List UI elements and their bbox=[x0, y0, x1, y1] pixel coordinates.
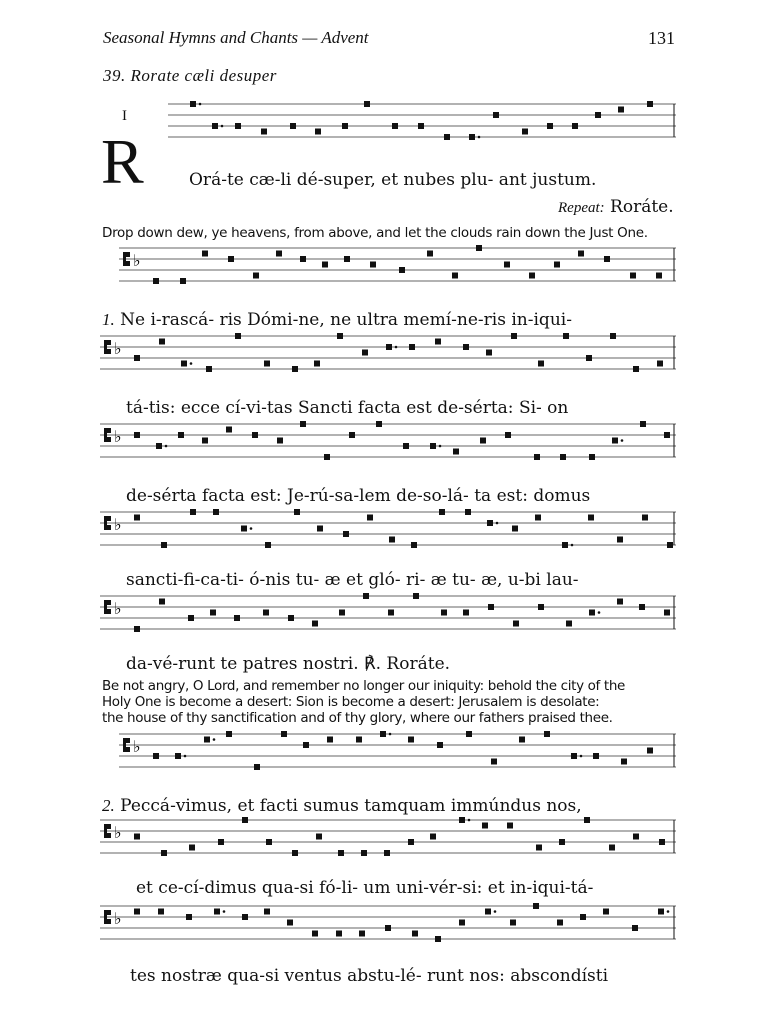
punctum-mora-dot bbox=[468, 819, 471, 822]
neume-note bbox=[544, 731, 550, 737]
neume-note bbox=[254, 764, 260, 770]
neume-note bbox=[444, 134, 450, 140]
neume-note bbox=[214, 909, 220, 915]
neume-note bbox=[466, 731, 472, 737]
neume-note bbox=[533, 903, 539, 909]
neume-note bbox=[589, 610, 595, 616]
neume-note bbox=[343, 531, 349, 537]
neume-note bbox=[189, 845, 195, 851]
neume-note bbox=[435, 339, 441, 345]
neume-note bbox=[300, 421, 306, 427]
neume-note bbox=[452, 273, 458, 279]
neume-note bbox=[376, 421, 382, 427]
neume-note bbox=[158, 909, 164, 915]
neume-note bbox=[134, 432, 140, 438]
neume-note bbox=[380, 731, 386, 737]
punctum-mora-dot bbox=[184, 755, 187, 758]
neume-note bbox=[519, 737, 525, 743]
repeat-instruction bbox=[558, 197, 674, 217]
neume-note bbox=[604, 256, 610, 262]
neume-note bbox=[453, 449, 459, 455]
neume-note bbox=[264, 909, 270, 915]
neume-note bbox=[656, 273, 662, 279]
neume-note bbox=[640, 421, 646, 427]
flat-sign-icon: ♭ bbox=[133, 737, 141, 756]
neume-note bbox=[364, 101, 370, 107]
verse2-line-1-text: Peccá-vimus, et facti sumus tamquam immúndus nos, bbox=[120, 796, 582, 816]
neume-note bbox=[338, 850, 344, 856]
neume-note bbox=[316, 834, 322, 840]
verse2-line-1 bbox=[102, 796, 582, 816]
neume-note bbox=[324, 454, 330, 460]
neume-note bbox=[510, 920, 516, 926]
neume-note bbox=[287, 920, 293, 926]
neume-note bbox=[349, 432, 355, 438]
neume-note bbox=[505, 432, 511, 438]
neume-note bbox=[265, 542, 271, 548]
repeat-text: Roráte. bbox=[610, 197, 674, 217]
neume-note bbox=[463, 344, 469, 350]
neume-note bbox=[190, 101, 196, 107]
punctum-mora-dot bbox=[199, 103, 202, 106]
neume-note bbox=[156, 443, 162, 449]
punctum-mora-dot bbox=[667, 910, 670, 913]
flat-sign-icon: ♭ bbox=[133, 251, 141, 270]
neume-note bbox=[427, 251, 433, 257]
neume-note bbox=[632, 925, 638, 931]
neume-note bbox=[315, 129, 321, 135]
neume-note bbox=[266, 839, 272, 845]
neume-note bbox=[312, 621, 318, 627]
neume-note bbox=[513, 621, 519, 627]
punctum-mora-dot bbox=[190, 362, 193, 365]
neume-note bbox=[571, 753, 577, 759]
flat-sign-icon: ♭ bbox=[114, 515, 122, 534]
neume-note bbox=[536, 845, 542, 851]
neume-note bbox=[134, 355, 140, 361]
neume-note bbox=[584, 817, 590, 823]
neume-note bbox=[435, 936, 441, 942]
neume-note bbox=[476, 245, 482, 251]
punctum-mora-dot bbox=[223, 910, 226, 913]
neume-note bbox=[264, 361, 270, 367]
neume-note bbox=[430, 443, 436, 449]
neume-note bbox=[562, 542, 568, 548]
neume-note bbox=[206, 366, 212, 372]
neume-note bbox=[181, 361, 187, 367]
neume-note bbox=[409, 344, 415, 350]
neume-note bbox=[218, 839, 224, 845]
neume-note bbox=[459, 817, 465, 823]
neume-note bbox=[512, 526, 518, 532]
neume-note bbox=[276, 251, 282, 257]
neume-note bbox=[630, 273, 636, 279]
neume-note bbox=[560, 454, 566, 460]
neume-note bbox=[589, 454, 595, 460]
punctum-mora-dot bbox=[580, 755, 583, 758]
neume-note bbox=[292, 850, 298, 856]
neume-note bbox=[647, 101, 653, 107]
neume-note bbox=[609, 845, 615, 851]
verse2-line-2: et ce-cí-dimus qua-si fó-li- um uni-vér-si: et in-iqui-tá- bbox=[136, 878, 594, 898]
neume-note bbox=[633, 366, 639, 372]
neume-note bbox=[639, 604, 645, 610]
neume-note bbox=[612, 438, 618, 444]
neume-note bbox=[362, 350, 368, 356]
neume-note bbox=[465, 509, 471, 515]
punctum-mora-dot bbox=[496, 522, 499, 525]
neume-note bbox=[153, 278, 159, 284]
verse2-number: 2. bbox=[102, 796, 115, 815]
neume-note bbox=[370, 262, 376, 268]
neume-note bbox=[361, 850, 367, 856]
neume-note bbox=[554, 262, 560, 268]
neume-note bbox=[292, 366, 298, 372]
neume-note bbox=[277, 438, 283, 444]
neume-note bbox=[300, 256, 306, 262]
verse1-number: 1. bbox=[102, 310, 115, 329]
neume-note bbox=[186, 914, 192, 920]
neume-note bbox=[385, 925, 391, 931]
neume-note bbox=[359, 931, 365, 937]
neume-note bbox=[180, 278, 186, 284]
neume-note bbox=[288, 615, 294, 621]
neume-note bbox=[322, 262, 328, 268]
neume-note bbox=[617, 537, 623, 543]
neume-note bbox=[317, 526, 323, 532]
neume-note bbox=[342, 123, 348, 129]
punctum-mora-dot bbox=[250, 527, 253, 530]
neume-note bbox=[134, 515, 140, 521]
neume-note bbox=[153, 753, 159, 759]
neume-note bbox=[235, 333, 241, 339]
hymn-title: 39. Rorate cæli desuper bbox=[103, 66, 277, 85]
neume-note bbox=[557, 920, 563, 926]
neume-note bbox=[261, 129, 267, 135]
running-header-title: Seasonal Hymns and Chants — Advent bbox=[103, 28, 369, 47]
neume-note bbox=[204, 737, 210, 743]
neume-note bbox=[459, 920, 465, 926]
neume-note bbox=[212, 123, 218, 129]
neume-note bbox=[580, 914, 586, 920]
neume-note bbox=[563, 333, 569, 339]
punctum-mora-dot bbox=[213, 738, 216, 741]
neume-note bbox=[134, 626, 140, 632]
neume-note bbox=[658, 909, 664, 915]
neume-note bbox=[621, 759, 627, 765]
drop-cap-initial: R bbox=[101, 126, 144, 197]
neume-note bbox=[578, 251, 584, 257]
neume-note bbox=[235, 123, 241, 129]
neume-note bbox=[344, 256, 350, 262]
verse1-translation bbox=[102, 678, 682, 726]
flat-sign-icon: ♭ bbox=[114, 909, 122, 928]
neume-note bbox=[281, 731, 287, 737]
neume-note bbox=[241, 526, 247, 532]
neume-note bbox=[633, 834, 639, 840]
neume-note bbox=[430, 834, 436, 840]
neume-note bbox=[493, 112, 499, 118]
neume-note bbox=[159, 599, 165, 605]
neume-note bbox=[178, 432, 184, 438]
neume-note bbox=[242, 817, 248, 823]
neume-note bbox=[566, 621, 572, 627]
neume-note bbox=[487, 520, 493, 526]
punctum-mora-dot bbox=[478, 136, 481, 139]
punctum-mora-dot bbox=[395, 346, 398, 349]
refrain-translation: Drop down dew, ye heavens, from above, and let the clouds rain down the Just One. bbox=[102, 225, 648, 241]
neume-note bbox=[294, 509, 300, 515]
neume-note bbox=[408, 839, 414, 845]
neume-note bbox=[595, 112, 601, 118]
neume-note bbox=[290, 123, 296, 129]
neume-note bbox=[327, 737, 333, 743]
neume-note bbox=[593, 753, 599, 759]
neume-note bbox=[403, 443, 409, 449]
neume-note bbox=[482, 823, 488, 829]
neume-note bbox=[252, 432, 258, 438]
neume-note bbox=[667, 542, 673, 548]
neume-note bbox=[534, 454, 540, 460]
verse1-line-5: da-vé-runt te patres nostri. ℟. Roráte. bbox=[126, 654, 451, 674]
punctum-mora-dot bbox=[598, 611, 601, 614]
neume-note bbox=[488, 604, 494, 610]
neume-note bbox=[486, 350, 492, 356]
neume-note bbox=[547, 123, 553, 129]
neume-note bbox=[485, 909, 491, 915]
neume-note bbox=[441, 610, 447, 616]
neume-note bbox=[190, 509, 196, 515]
punctum-mora-dot bbox=[165, 445, 168, 448]
neume-note bbox=[535, 515, 541, 521]
neume-note bbox=[538, 604, 544, 610]
verse1-line-4: sancti-fi-ca-ti- ó-nis tu- æ et gló- ri- æ tu- æ, u-bi lau- bbox=[126, 570, 579, 590]
neume-note bbox=[388, 610, 394, 616]
neume-note bbox=[392, 123, 398, 129]
neume-note bbox=[337, 333, 343, 339]
page-number: 131 bbox=[648, 28, 675, 48]
neume-note bbox=[603, 909, 609, 915]
neume-note bbox=[336, 931, 342, 937]
punctum-mora-dot bbox=[221, 125, 224, 128]
neume-note bbox=[491, 759, 497, 765]
neume-note bbox=[647, 748, 653, 754]
neume-note bbox=[226, 427, 232, 433]
neume-note bbox=[507, 823, 513, 829]
neume-note bbox=[188, 615, 194, 621]
neume-note bbox=[228, 256, 234, 262]
punctum-mora-dot bbox=[494, 910, 497, 913]
neume-note bbox=[610, 333, 616, 339]
neume-note bbox=[529, 273, 535, 279]
neume-note bbox=[511, 333, 517, 339]
neume-note bbox=[413, 593, 419, 599]
neume-note bbox=[263, 610, 269, 616]
neume-note bbox=[303, 742, 309, 748]
neume-note bbox=[572, 123, 578, 129]
neume-note bbox=[314, 361, 320, 367]
neume-note bbox=[363, 593, 369, 599]
mode-indicator: I bbox=[122, 108, 127, 124]
neume-note bbox=[384, 850, 390, 856]
flat-sign-icon: ♭ bbox=[114, 339, 122, 358]
flat-sign-icon: ♭ bbox=[114, 823, 122, 842]
neume-note bbox=[386, 344, 392, 350]
flat-sign-icon: ♭ bbox=[114, 427, 122, 446]
neume-note bbox=[367, 515, 373, 521]
neume-note bbox=[161, 542, 167, 548]
neume-note bbox=[202, 251, 208, 257]
punctum-mora-dot bbox=[389, 733, 392, 736]
neume-note bbox=[412, 931, 418, 937]
neume-note bbox=[339, 610, 345, 616]
punctum-mora-dot bbox=[439, 445, 442, 448]
neume-note bbox=[210, 610, 216, 616]
neume-note bbox=[134, 909, 140, 915]
neume-note bbox=[226, 731, 232, 737]
neume-note bbox=[559, 839, 565, 845]
neume-note bbox=[234, 615, 240, 621]
neume-note bbox=[463, 610, 469, 616]
neume-note bbox=[657, 361, 663, 367]
neume-note bbox=[480, 438, 486, 444]
neume-note bbox=[213, 509, 219, 515]
neume-note bbox=[418, 123, 424, 129]
neume-note bbox=[399, 267, 405, 273]
neume-note bbox=[389, 537, 395, 543]
neume-note bbox=[175, 753, 181, 759]
neume-note bbox=[664, 610, 670, 616]
verse1-line-1 bbox=[102, 310, 572, 330]
neume-note bbox=[411, 542, 417, 548]
punctum-mora-dot bbox=[571, 544, 574, 547]
neume-note bbox=[437, 742, 443, 748]
verse1-line-2: tá-tis: ecce cí-vi-tas Sancti facta est de-sérta: Si- on bbox=[126, 398, 569, 418]
neume-note bbox=[439, 509, 445, 515]
neume-note bbox=[642, 515, 648, 521]
neume-note bbox=[469, 134, 475, 140]
neume-note bbox=[618, 107, 624, 113]
neume-note bbox=[159, 339, 165, 345]
verse1-translation-line-1: Be not angry, O Lord, and remember no longer our iniquity: behold the city of the bbox=[102, 678, 626, 694]
refrain-lyric: Orá-te cæ-li dé-super, et nubes plu- ant justum. bbox=[189, 170, 597, 190]
neume-note bbox=[522, 129, 528, 135]
neume-note bbox=[312, 931, 318, 937]
neume-note bbox=[586, 355, 592, 361]
neume-note bbox=[664, 432, 670, 438]
neume-note bbox=[617, 599, 623, 605]
verse1-line-1-text: Ne i-rascá- ris Dómi-ne, ne ultra memí-ne-ris in-iqui- bbox=[120, 310, 572, 330]
verse2-line-3: tes nostræ qua-si ventus abstu-lé- runt nos: abscondísti bbox=[130, 966, 609, 986]
neume-note bbox=[408, 737, 414, 743]
neume-note bbox=[202, 438, 208, 444]
neume-note bbox=[538, 361, 544, 367]
neume-note bbox=[659, 839, 665, 845]
neume-note bbox=[356, 737, 362, 743]
neume-note bbox=[588, 515, 594, 521]
neume-note bbox=[253, 273, 259, 279]
neume-note bbox=[242, 914, 248, 920]
verse1-translation-line-3: the house of thy sanctification and of thy glory, where our fathers praised thee. bbox=[102, 710, 613, 726]
neume-note bbox=[504, 262, 510, 268]
verse1-translation-line-2: Holy One is become a desert: Sion is become a desert: Jerusalem is desolate: bbox=[102, 694, 600, 710]
repeat-label: Repeat: bbox=[558, 200, 605, 216]
neume-note bbox=[134, 834, 140, 840]
neume-note bbox=[161, 850, 167, 856]
punctum-mora-dot bbox=[621, 439, 624, 442]
verse1-line-3: de-sérta facta est: Je-rú-sa-lem de-so-lá- ta est: domus bbox=[126, 486, 591, 506]
flat-sign-icon: ♭ bbox=[114, 599, 122, 618]
